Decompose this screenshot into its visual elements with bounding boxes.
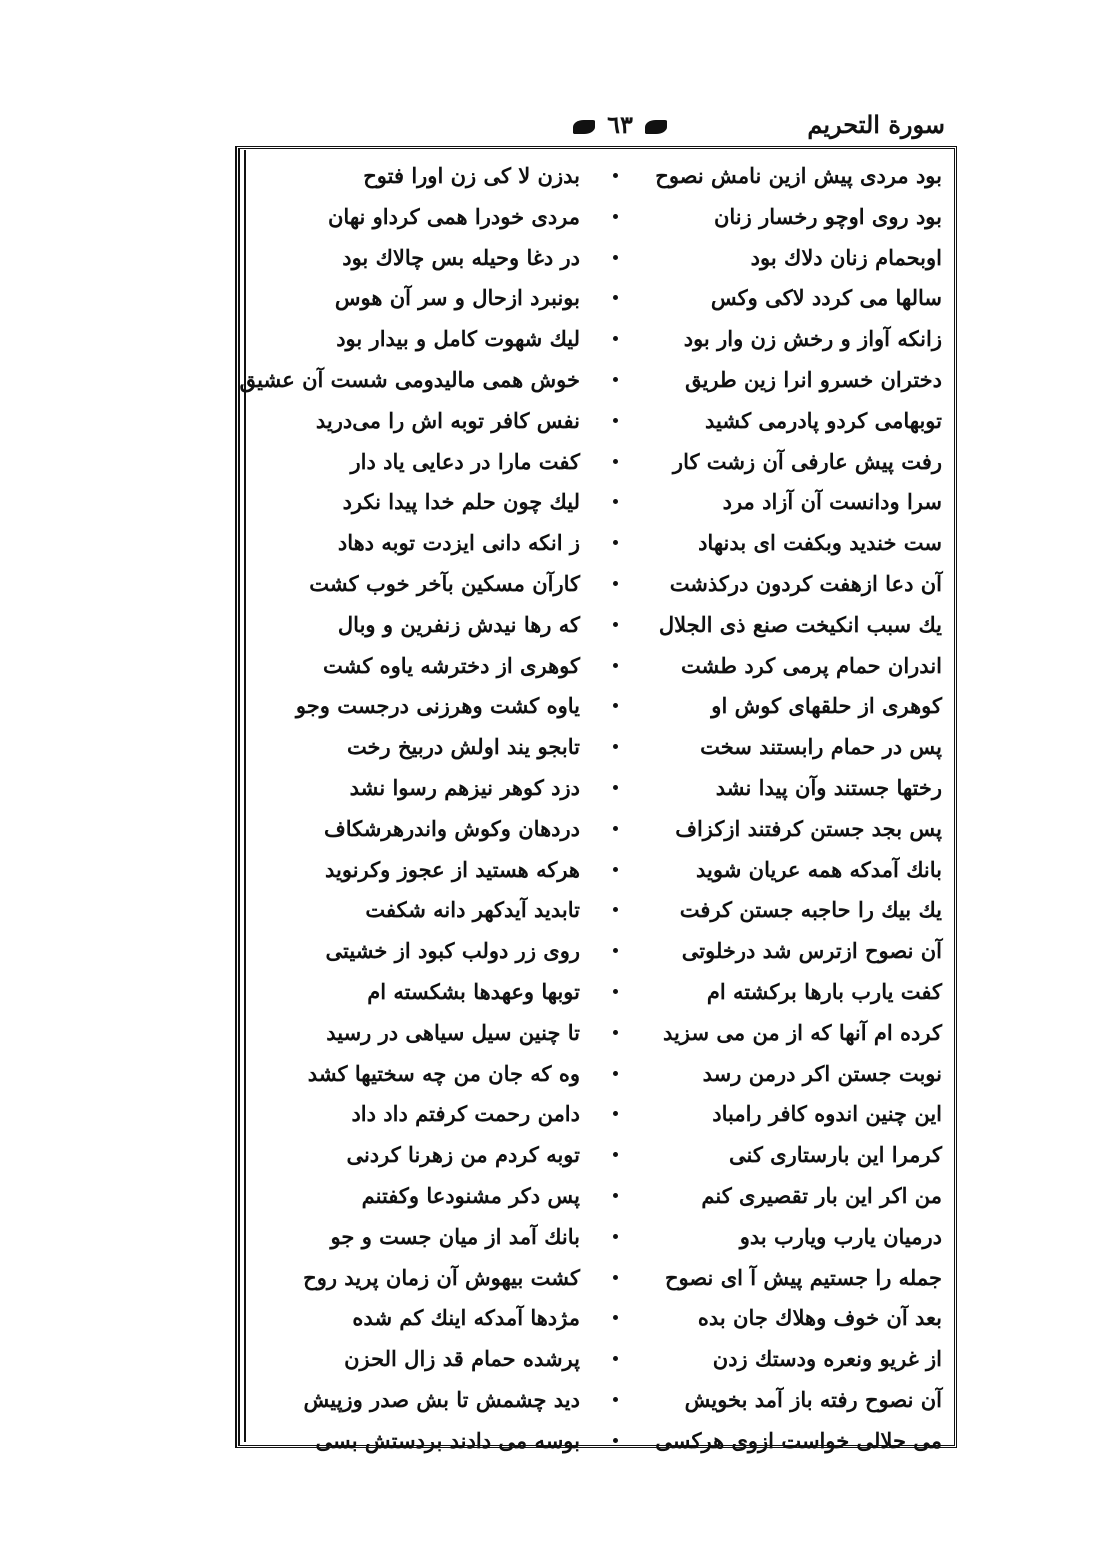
hemistich-second: ز انکه دانی ایزدت توبه دهاد: [337, 530, 580, 556]
separator-dot: [613, 826, 618, 831]
hemistich-first: یك بیك را حاجبه جستن کرفت: [679, 897, 942, 923]
verse-row: [240, 932, 962, 972]
hemistich-second: مردی خودرا همی کرداو نهان: [328, 203, 580, 229]
hemistich-second: دید چشمش تا بش صدر وزپیش: [303, 1387, 580, 1412]
hemistich-second: روی زر دولب کبود از خشیتی: [325, 938, 580, 964]
verse-row: [240, 1177, 962, 1217]
verse-row: [240, 687, 962, 727]
ornament-icon: [645, 120, 667, 134]
verse-row: [240, 443, 962, 483]
separator-dot: [613, 173, 618, 178]
hemistich-second: کفت مارا در دعایی یاد دار: [350, 448, 580, 474]
verse-row: [240, 973, 962, 1013]
separator-dot: [613, 499, 618, 504]
separator-dot: [613, 336, 618, 341]
hemistich-first: جمله را جستیم پیش آ ای نصوح: [664, 1264, 942, 1290]
hemistich-second: تابجو یند اولش دربیخ رخت: [346, 734, 580, 760]
hemistich-first: کرمرا این بارستاری کنی: [729, 1142, 942, 1168]
verse-row: [240, 851, 962, 891]
ornament-icon: [573, 120, 595, 134]
separator-dot: [613, 989, 618, 994]
page-number: [565, 110, 675, 140]
hemistich-first: زانکه آواز و رخش زن وار بود: [683, 326, 942, 352]
hemistich-second: دامن رحمت کرفتم داد داد: [351, 1101, 580, 1127]
separator-dot: [613, 1234, 618, 1239]
separator-dot: [613, 295, 618, 300]
verse-row: [240, 524, 962, 564]
hemistich-first: از غریو ونعره ودستك زدن: [712, 1346, 942, 1372]
separator-dot: [613, 1356, 618, 1361]
page-title: سورة التحريم: [807, 110, 945, 139]
hemistich-second: که رها نیدش زنفرین و وبال: [337, 611, 580, 637]
separator-dot: [613, 907, 618, 912]
separator-dot: [613, 581, 618, 586]
verse-row: [240, 239, 962, 279]
hemistich-second: بوسه می دادند بردستش بسی: [315, 1427, 580, 1453]
hemistich-second: پس دکر مشنودعا وکفتنم: [361, 1183, 580, 1208]
verse-row: [240, 1259, 962, 1299]
hemistich-second: تا چنین سیل سیاهی در رسید: [326, 1019, 580, 1045]
hemistich-second: بدزن لا كی زن اورا فتوح: [363, 163, 580, 188]
separator-dot: [613, 785, 618, 790]
separator-dot: [613, 948, 618, 953]
hemistich-second: بانك آمد از میان جست و جو: [330, 1223, 580, 1249]
hemistich-first: نوبت جستن اکر درمن رسد: [702, 1060, 942, 1086]
separator-dot: [613, 418, 618, 423]
hemistich-first: می حلالی خواست ازوی هرکسی: [655, 1427, 942, 1453]
text-frame: [235, 146, 957, 1453]
hemistich-second: پرشده حمام قد زال الحزن: [344, 1346, 580, 1372]
verse-row: [240, 647, 962, 687]
hemistich-first: پس بجد جستن کرفتند ازکزاف: [675, 815, 942, 841]
hemistich-first: پس در حمام رابستند سخت: [700, 734, 942, 760]
hemistich-second: کارآن مسکین بآخر خوب کشت: [309, 571, 580, 596]
verse-row: [240, 769, 962, 809]
separator-dot: [613, 1397, 618, 1402]
hemistich-first: آن دعا ازهفت کردون درکذشت: [669, 571, 942, 596]
hemistich-first: سالها می کردد لاکی وکس: [710, 285, 942, 311]
verse-row: [240, 606, 962, 646]
verse-row: [240, 483, 962, 523]
hemistich-first: درمیان یارب ویارب بدو: [739, 1223, 942, 1249]
hemistich-second: توبه کردم من زهرنا کردنی: [346, 1142, 580, 1168]
hemistich-first: بود مردی پیش ازین نامش نصوح: [655, 163, 942, 188]
hemistich-first: توبهامی کردو پادرمی کشید: [705, 407, 942, 433]
verse-row: [240, 157, 962, 197]
hemistich-second: مژدها آمدکه اینك کم شده: [352, 1305, 580, 1331]
separator-dot: [613, 622, 618, 627]
verse-row: [240, 1095, 962, 1135]
separator-dot: [613, 459, 618, 464]
verse-row: [240, 1340, 962, 1380]
separator-dot: [613, 1071, 618, 1076]
hemistich-first: بانك آمدکه همه عریان شوید: [696, 856, 942, 882]
verse-row: [240, 402, 962, 442]
hemistich-second: لیك چون حلم خدا پیدا نکرد: [342, 489, 580, 515]
verse-row: [240, 1014, 962, 1054]
verse-row: [240, 1055, 962, 1095]
page-number-text: ٦٣: [607, 110, 633, 139]
verse-row: [240, 565, 962, 605]
hemistich-first: من اکر این بار تقصیری کنم: [701, 1183, 942, 1208]
separator-dot: [613, 1438, 618, 1443]
separator-dot: [613, 663, 618, 668]
separator-dot: [613, 703, 618, 708]
separator-dot: [613, 1152, 618, 1157]
verse-row: [240, 1422, 962, 1462]
hemistich-second: کشت بیهوش آن زمان پرید روح: [303, 1264, 580, 1290]
separator-dot: [613, 1030, 618, 1035]
hemistich-first: اوبحمام زنان دلاك بود: [750, 244, 942, 270]
verse-row: [240, 320, 962, 360]
hemistich-first: رفت پیش عارفی آن زشت کار: [672, 448, 942, 474]
hemistich-first: رختها جستند وآن پیدا نشد: [715, 775, 942, 800]
hemistich-second: خوش همی مالیدومی شست آن عشیق: [239, 367, 580, 392]
separator-dot: [613, 1193, 618, 1198]
verse-row: [240, 810, 962, 850]
hemistich-first: کفت یارب بارها برکشته ام: [706, 979, 942, 1004]
hemistich-first: کرده ام آنها که از من می سزید: [663, 1019, 942, 1045]
verse-row: [240, 1381, 962, 1421]
page-header: [235, 108, 955, 144]
hemistich-second: تابدید آیدکهر دانه شکفت: [365, 897, 580, 923]
hemistich-first: آن نصوح ازترس شد درخلوتی: [681, 938, 942, 964]
separator-dot: [613, 1111, 618, 1116]
separator-dot: [613, 540, 618, 545]
hemistich-second: یاوه کشت وهرزنی درجست وجو: [295, 693, 580, 719]
separator-dot: [613, 744, 618, 749]
separator-dot: [613, 377, 618, 382]
hemistich-first: ست خندید وبکفت ای بدنهاد: [698, 530, 942, 556]
verse-row: [240, 891, 962, 931]
hemistich-second: دزد کوهر نیزهم رسوا نشد: [349, 775, 580, 800]
separator-dot: [613, 1275, 618, 1280]
verse-row: [240, 1218, 962, 1258]
hemistich-second: دردهان وکوش واندرهرشکاف: [324, 815, 580, 841]
hemistich-second: در دغا وحیله بس چالاك بود: [342, 244, 580, 270]
verse-row: [240, 728, 962, 768]
hemistich-second: وه که جان من چه سختیها کشد: [307, 1060, 580, 1086]
hemistich-second: بونبرد ازحال و سر آن هوس: [334, 285, 580, 311]
verse-row: [240, 361, 962, 401]
hemistich-second: کوهری از دخترشه یاوه کشت: [322, 652, 580, 678]
hemistich-first: بود روی اوچو رخسار زنان: [713, 203, 942, 229]
hemistich-first: دختران خسرو انرا زین طریق: [685, 367, 942, 392]
separator-dot: [613, 1315, 618, 1320]
verse-row: [240, 198, 962, 238]
hemistich-first: کوهری از حلقهای کوش او: [711, 693, 942, 719]
hemistich-first: این چنین اندوه کافر رامباد: [712, 1101, 942, 1127]
separator-dot: [613, 255, 618, 260]
hemistich-second: نفس کافر توبه اش را می‌درید: [315, 407, 580, 433]
hemistich-first: آن نصوح رفته باز آمد بخویش: [684, 1387, 942, 1412]
hemistich-second: لیك شهوت کامل و بیدار بود: [336, 326, 580, 352]
hemistich-first: یك سبب انکیخت صنع ذی الجلال: [658, 611, 942, 637]
separator-dot: [613, 214, 618, 219]
hemistich-second: هرکه هستید از عجوز وکرنوید: [324, 856, 580, 882]
hemistich-first: بعد آن خوف وهلاك جان بده: [697, 1305, 942, 1331]
separator-dot: [613, 867, 618, 872]
verse-row: [240, 1136, 962, 1176]
hemistich-second: توبها وعهدها بشکسته ام: [367, 979, 580, 1004]
verse-row: [240, 1299, 962, 1339]
hemistich-first: سرا ودانست آن آزاد مرد: [722, 489, 942, 515]
hemistich-first: اندران حمام پرمی کرد طشت: [680, 652, 942, 678]
verse-row: [240, 279, 962, 319]
